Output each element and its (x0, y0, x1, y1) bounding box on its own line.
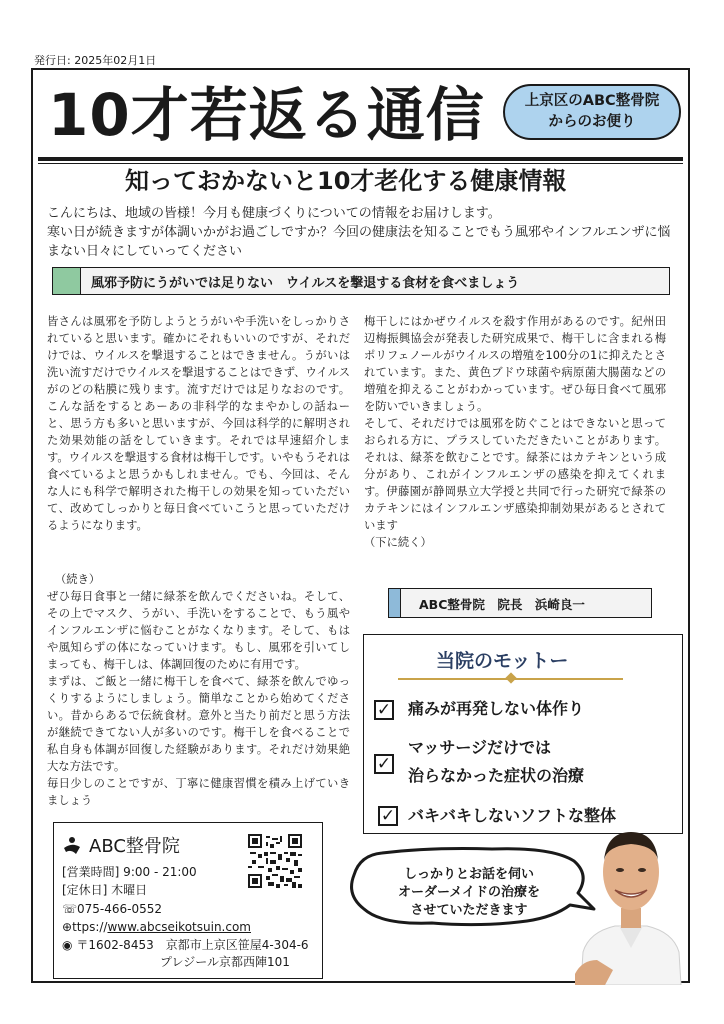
address-row (62, 937, 309, 953)
motto-item-3: バキバキしないソフトな整体 (408, 806, 617, 825)
checkbox-icon: ✓ (374, 700, 394, 720)
article-paragraph: ぜひ毎日食事と一緒に緑茶を飲んでくださいね。そして、その上でマスク、うがい、手洗いをすることで、もう風やインフルエンザに悩むことがなくなります。そして、もはや風知らずの体になっていけます。もし、風邪を引いてしまっても、梅干しは、体調回復のために有用です。 (47, 590, 350, 671)
clinic-name: ABC整骨院 (89, 836, 180, 857)
website-link[interactable]: www.abcseikotsuin.com (107, 920, 251, 934)
signature-accent (389, 589, 401, 617)
badge-line-1: 上京区のABC整骨院 (524, 93, 660, 109)
phone-number[interactable]: 075-466-0552 (77, 902, 163, 916)
article-column-2 (364, 313, 666, 551)
address-line-1: 〒1602-8453 京都市上京区笹屋4-304-6 (76, 938, 309, 952)
map-pin-icon: ◉ (62, 938, 73, 952)
motto-item-2b: 治らなかった症状の治療 (408, 766, 585, 785)
article-paragraph: 皆さんは風邪を予防しようとうがいや手洗いをしっかりされていると思います。確かにそれもいいのですが、それだけでは、ウイルスを撃退することはできません。うがいは洗い流すだけでウイルスを撃退することはできず、ウイルスがのどの粘膜に残ります。流すだけでは足りなおのです。こんな話をするとあーあの非科学的なまやかしの話ねーと、思う方も多いと思いますが、今回は科学的に解明された効果効能の話をしていきます。それでは早速紹介します。ウイルスを撃退する食材は梅干しです。いやもうそれは食べているよと思うかもしれません。でも、今回は、そんな人にも科学で解明された梅干しの効果を知っていただいて、改めてしっかりと毎日食べていこうと思っていただけるようになります。 (47, 315, 350, 532)
speech-text (357, 866, 581, 920)
article-column-1 (47, 313, 350, 534)
checkbox-icon: ✓ (378, 806, 398, 826)
business-hours: [営業時間] 9:00 - 21:00 (62, 865, 197, 879)
motto-item-1: 痛みが再発しない体作り (408, 699, 585, 718)
intro-line-2: 寒い日が続きますが体調いかがお過ごしですか？今回の健康法を知ることでもう風邪やインフルエンザに悩まない日々にしていってください (47, 225, 671, 259)
newsletter-subtitle: 知っておかないと10才老化する健康情報 (125, 167, 567, 195)
issue-date: 発行日: 2025年02月1日 (34, 54, 157, 67)
speech-line-3: させていただきます (410, 903, 528, 918)
closed-day: [定休日] 木曜日 (62, 883, 148, 897)
title-divider (38, 157, 683, 161)
signature-bar (388, 588, 652, 618)
phone-icon: ☏ (62, 902, 78, 916)
globe-icon: ⊕ (62, 920, 73, 934)
clinic-badge (503, 84, 681, 140)
website-row (62, 919, 251, 935)
newsletter-title: 10才若返る通信 (48, 81, 485, 149)
website-url-prefix: ttps:// (72, 920, 108, 934)
article-paragraph: まずは、ご飯と一緒に梅干しを食べて、緑茶を飲んでゆっくりするようにしましょう。簡単なことから始めてください。昔からあるで伝統食材。意外と当たり前だと思う方法が継続できてない人が多いのです。梅干しを食べることで私自身も体調が回復した経験があります。それだけ効果絶大な方法です。 (47, 675, 350, 773)
doctor-photo (575, 820, 687, 985)
signature: ABC整骨院 院長 浜崎良一 (419, 597, 585, 612)
article-paragraph: 梅干しにはかぜウイルスを殺す作用があるのです。紀州田辺梅振興協会が発表した研究成果で、梅干しに含まれる梅ポリフェノールがウイルスの増殖を100分の1に抑えたとされています。また、黄色ブドウ球菌や病原菌大腸菌などの増殖を抑えることがわかっています。ぜひ毎日食べて風邪を防いでいきましょう。 (364, 315, 666, 413)
motto-title: 当院のモットー (436, 650, 569, 672)
phone-row (62, 901, 162, 917)
qr-code-icon (248, 834, 302, 888)
clinic-logo-icon (62, 836, 82, 856)
article-paragraph: 毎日少しのことですが、丁寧に健康習慣を積み上げていきましょう (47, 777, 350, 807)
motto-item-2a: マッサージだけでは (408, 738, 552, 757)
speech-line-2: オーダーメイドの治療を (397, 885, 541, 900)
section-accent (53, 268, 81, 294)
section-heading: 風邪予防にうがいでは足りない ウイルスを撃退する食材を食べましょう (91, 276, 520, 291)
continued-label: （続き） (55, 573, 101, 586)
section-heading-bar (52, 267, 670, 295)
badge-line-2: からのお便り (548, 114, 636, 130)
address-line-2: プレジール京都西陣101 (160, 955, 290, 969)
continued-note: （下に続く） (364, 536, 432, 549)
speech-line-1: しっかりとお話を伺い (403, 867, 534, 882)
article-column-3 (47, 571, 350, 809)
intro-line-1: こんにちは、地域の皆様！今月も健康づくりについての情報をお届けします。 (47, 206, 501, 221)
article-paragraph: そして、それだけでは風邪を防ぐことはできないと思っておられる方に、プラスしていただきたいことがあります。それは、緑茶を飲むことです。緑茶にはカテキンという成分があり、これがインフルエンザの感染を抑えてくれます。伊藤園が静岡県立大学授と共同で行った研究で緑茶のカテキンにはインフルエンザ感染抑制効果があるとされています (364, 417, 666, 532)
checkbox-icon: ✓ (374, 754, 394, 774)
intro-text (47, 204, 677, 261)
